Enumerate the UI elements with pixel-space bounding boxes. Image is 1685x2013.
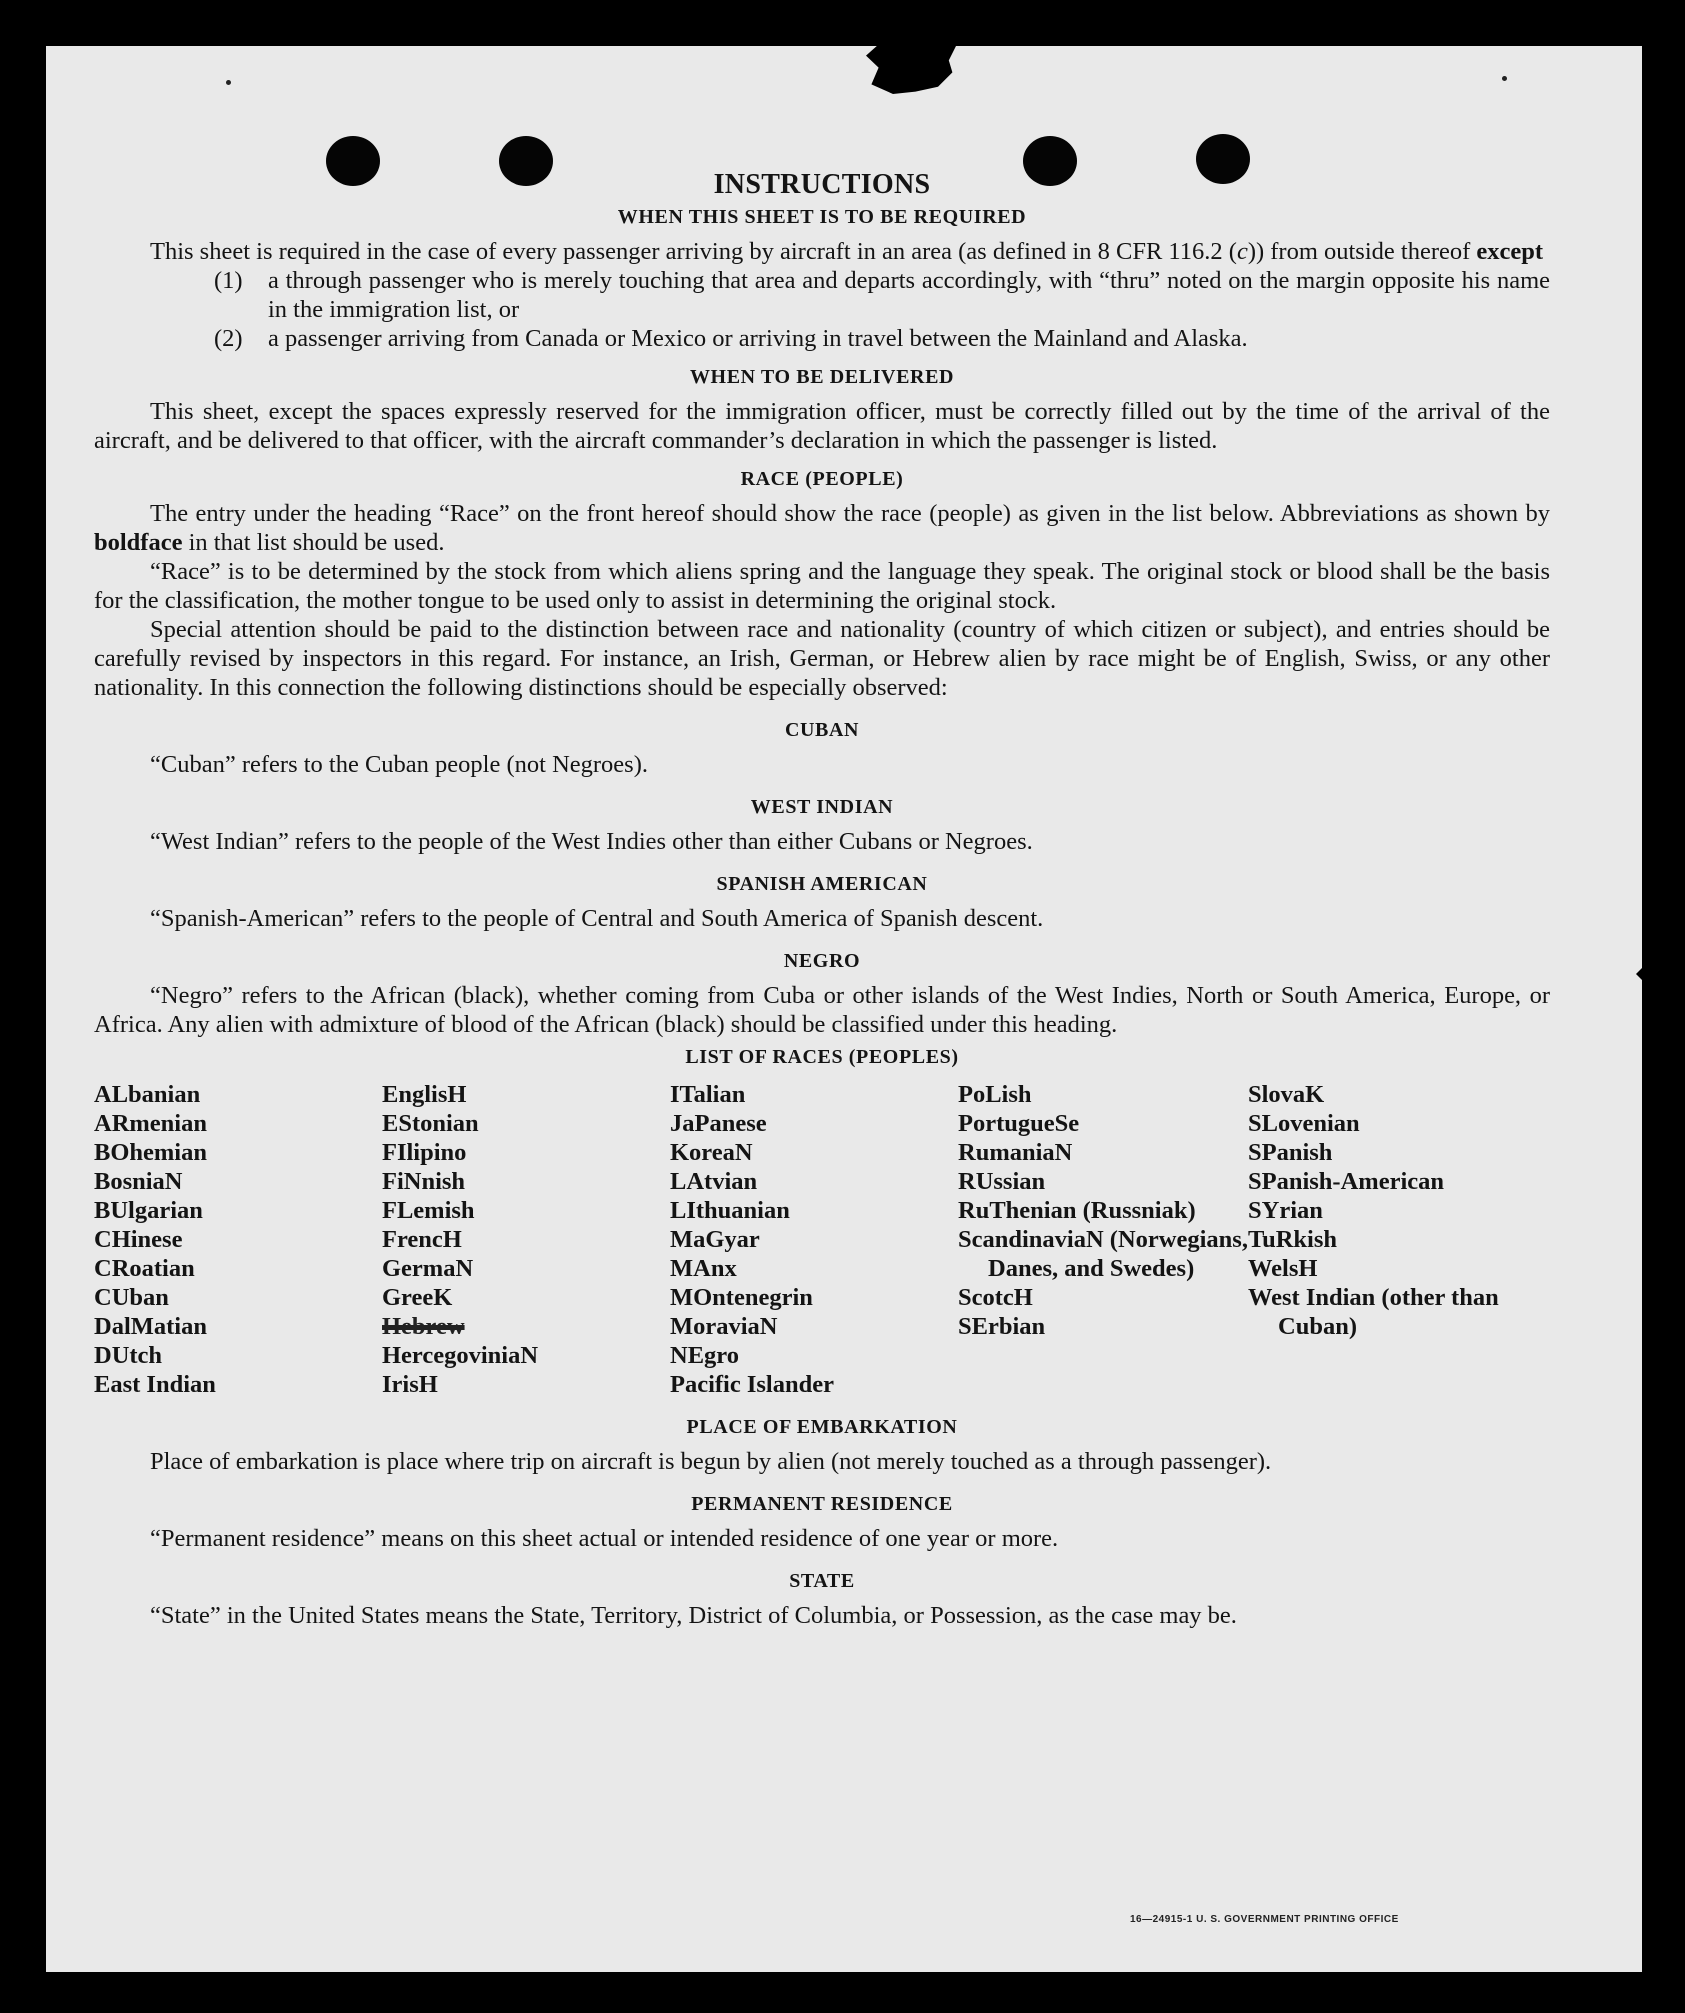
negro-text: “Negro” refers to the African (black), whether coming from Cuba or other islands of the West Indies, North or South America, Europe, or Africa. Any alien with admixture of blood of the African (black) should be classified under this heading.: [94, 982, 1550, 1038]
race-item: FIlipino: [382, 1139, 467, 1166]
torn-edge: [866, 46, 956, 94]
race-column-3: [670, 1080, 958, 1399]
race-item: BOhemian: [94, 1139, 207, 1166]
race-paragraph-2: “Race” is to be determined by the stock from which aliens spring and the language they speak. The original stock or blood shall be the basis for the classification, the mother tongue to be used only to assist in determining the original stock.: [94, 558, 1550, 614]
race-item: GreeK: [382, 1284, 453, 1311]
exception-item: (2) a passenger arriving from Canada or Mexico or arriving in travel between the Mainland and Alaska.: [214, 325, 1248, 352]
race-column-5: [1248, 1080, 1548, 1399]
race-item: MOntenegrin: [670, 1284, 813, 1311]
race-item: ARmenian: [94, 1110, 207, 1137]
state-text: “State” in the United States means the State, Territory, District of Columbia, or Possession, as the case may be.: [150, 1602, 1237, 1629]
race-column-4: [958, 1080, 1248, 1399]
race-item: ScotcH: [958, 1284, 1033, 1311]
race-item: CRoatian: [94, 1255, 195, 1282]
race-item: SLovenian: [1248, 1110, 1360, 1137]
document-sheet: [46, 46, 1642, 1972]
race-item: SErbian: [958, 1313, 1046, 1340]
race-item: KoreaN: [670, 1139, 753, 1166]
edge-notch: [1636, 966, 1644, 982]
race-item: ALbanian: [94, 1081, 201, 1108]
race-item: ScandinaviaN (Norwegians, Danes, and Swedes): [958, 1226, 1248, 1282]
race-item: MaGyar: [670, 1226, 760, 1253]
heading-state: STATE: [789, 1570, 855, 1592]
race-item: LIthuanian: [670, 1197, 790, 1224]
race-item: HercegoviniaN: [382, 1342, 539, 1369]
race-item: WelsH: [1248, 1255, 1318, 1282]
race-list: [94, 1080, 1550, 1399]
race-item: MAnx: [670, 1255, 737, 1282]
instructions-body: [94, 170, 1550, 1630]
race-column-2: [382, 1080, 670, 1399]
race-item: RumaniaN: [958, 1139, 1073, 1166]
heading-when-delivered: WHEN TO BE DELIVERED: [689, 366, 955, 388]
race-item: BUlgarian: [94, 1197, 203, 1224]
race-item: SlovaK: [1248, 1081, 1325, 1108]
race-item: FiNnish: [382, 1168, 466, 1195]
heading-negro: NEGRO: [783, 950, 861, 972]
race-item: FLemish: [382, 1197, 475, 1224]
race-item: JaPanese: [670, 1110, 767, 1137]
embarkation-text: Place of embarkation is place where trip on aircraft is begun by alien (not merely touched as a through passenger).: [150, 1448, 1272, 1475]
race-item: BosniaN: [94, 1168, 183, 1195]
heading-when-required: WHEN THIS SHEET IS TO BE REQUIRED: [617, 206, 1027, 228]
race-item: CHinese: [94, 1226, 183, 1253]
race-item: EStonian: [382, 1110, 479, 1137]
race-item: LAtvian: [670, 1168, 758, 1195]
race-item: East Indian: [94, 1371, 216, 1398]
printer-imprint: 16—24915-1 U. S. GOVERNMENT PRINTING OFFICE: [1130, 1914, 1399, 1925]
heading-place-of-embarkation: PLACE OF EMBARKATION: [686, 1416, 958, 1438]
race-item: West Indian (other than Cuban): [1248, 1284, 1499, 1340]
exception-item: (1) a through passenger who is merely touching that area and departs accordingly, with “thru” noted on the margin opposite his name in the immigration list, or: [214, 267, 1550, 323]
race-item: RUssian: [958, 1168, 1046, 1195]
race-item: EnglisH: [382, 1081, 467, 1108]
page-title: INSTRUCTIONS: [713, 169, 931, 200]
race-item: GermaN: [382, 1255, 474, 1282]
when-required-text: This sheet is required in the case of every passenger arriving by aircraft in an area (as defined in 8 CFR 116.2 (c)) from outside thereof except: [150, 238, 1544, 265]
race-item: PoLish: [958, 1081, 1032, 1108]
residence-text: “Permanent residence” means on this sheet actual or intended residence of one year or more.: [150, 1525, 1059, 1552]
heading-race: RACE (PEOPLE): [740, 468, 904, 490]
race-item: FrencH: [382, 1226, 462, 1253]
speck: [1502, 76, 1507, 81]
race-item: PortugueSe: [958, 1110, 1080, 1137]
race-item: TuRkish: [1248, 1226, 1338, 1253]
heading-cuban: CUBAN: [784, 719, 860, 741]
heading-permanent-residence: PERMANENT RESIDENCE: [691, 1493, 953, 1515]
race-item: MoraviaN: [670, 1313, 778, 1340]
race-item: DUtch: [94, 1342, 163, 1369]
when-delivered-text: This sheet, except the spaces expressly reserved for the immigration officer, must be correctly filled out by the time of the arrival of the aircraft, and be delivered to that officer, with the aircraft commander’s declaration in which the passenger is listed.: [94, 398, 1550, 454]
race-item: RuThenian (Russniak): [958, 1197, 1196, 1224]
race-item: SPanish-American: [1248, 1168, 1444, 1195]
race-item-struck-through: Hebrew: [382, 1313, 465, 1340]
race-item: SPanish: [1248, 1139, 1333, 1166]
race-paragraph-3: Special attention should be paid to the distinction between race and nationality (country of which citizen or subject), and entries should be carefully revised by inspectors in this regard. For instance, an Irish, German, or Hebrew alien by race might be of English, Swiss, or any other nationality. In this connection the following distinctions should be especially observed:: [94, 616, 1550, 701]
race-paragraph-1: The entry under the heading “Race” on the front hereof should show the race (people) as given in the list below. Abbreviations as shown by boldface in that list should be used.: [94, 500, 1550, 556]
spanish-american-text: “Spanish-American” refers to the people of Central and South America of Spanish descent.: [150, 905, 1044, 932]
cuban-text: “Cuban” refers to the Cuban people (not Negroes).: [150, 751, 648, 778]
race-item: NEgro: [670, 1342, 739, 1369]
race-column-1: [94, 1080, 382, 1399]
race-item: IrisH: [382, 1371, 438, 1398]
exceptions-list: [214, 266, 1550, 353]
speck: [226, 80, 231, 85]
west-indian-text: “West Indian” refers to the people of the West Indies other than either Cubans or Negroes.: [150, 828, 1033, 855]
race-item: DalMatian: [94, 1313, 207, 1340]
race-item: Pacific Islander: [670, 1371, 834, 1398]
race-item: SYrian: [1248, 1197, 1323, 1224]
heading-west-indian: WEST INDIAN: [750, 796, 894, 818]
heading-spanish-american: SPANISH AMERICAN: [716, 873, 928, 895]
race-item: CUban: [94, 1284, 169, 1311]
race-item: ITalian: [670, 1081, 746, 1108]
heading-list-of-races: LIST OF RACES (PEOPLES): [685, 1046, 959, 1068]
